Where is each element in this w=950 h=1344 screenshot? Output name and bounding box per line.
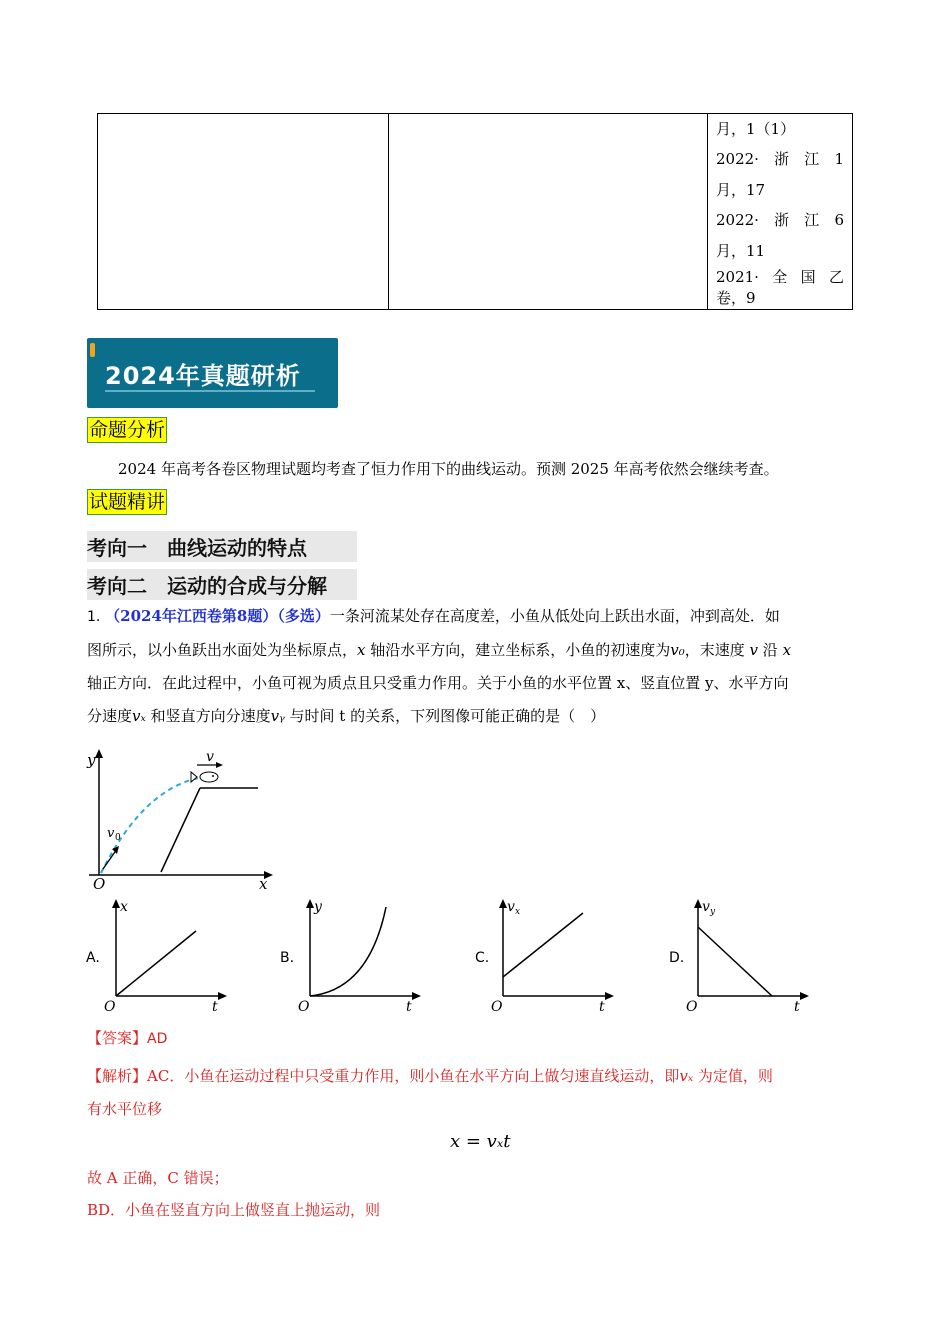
ref-line: 卷，9 <box>716 289 756 307</box>
option-d-curve <box>698 927 772 996</box>
ref-line: 月，17 <box>716 180 766 199</box>
banner-underline <box>105 390 315 392</box>
svg-text:O: O <box>104 999 116 1015</box>
analysis-text: 2024 年高考各卷区物理试题均考查了恒力作用下的曲线运动。预测 2025 年高考依然会继续考查。 <box>118 460 779 478</box>
reference-table <box>97 113 853 310</box>
direction-heading-1: 考向一 曲线运动的特点 <box>87 531 357 562</box>
answer-label: 【答案】 <box>87 1029 148 1047</box>
ref-line: 月，11 <box>716 241 766 260</box>
option-d-graph <box>682 895 817 1015</box>
trajectory-dashed-curve <box>101 777 205 873</box>
answer-value: AD <box>147 1031 168 1047</box>
answer-line <box>87 1022 167 1056</box>
fig-x-label: x <box>259 875 268 893</box>
direction-heading-2: 考向二 运动的合成与分解 <box>87 569 357 600</box>
option-b-curve <box>310 907 386 996</box>
section-label-analysis: 命题分析 <box>89 419 166 441</box>
section-label-explanation: 试题精讲 <box>89 491 166 513</box>
svg-text:t: t <box>794 999 800 1015</box>
option-a-graph <box>100 895 235 1015</box>
question-source: （2024年江西卷第8题）（多选） <box>105 607 330 625</box>
ref-line: 2022· 浙 江 6 <box>716 211 844 230</box>
option-b-letter: B. <box>280 950 295 966</box>
svg-text:v: v <box>507 899 515 915</box>
question-line-2: 图所示，以小鱼跃出水面处为坐标原点，x 轴沿水平方向，建立坐标系，小鱼的初速度为v₀，末速度 v 沿 x <box>87 641 792 659</box>
analysis-line-2: 有水平位移 <box>87 1100 163 1118</box>
analysis-line-4: BD．小鱼在竖直方向上做竖直上抛运动，则 <box>87 1201 381 1219</box>
option-c-curve <box>503 913 583 977</box>
formula: x = vₓt <box>450 1131 511 1152</box>
svg-text:x: x <box>515 907 521 917</box>
question-line-4: 分速度vₓ 和竖直方向分速度vᵧ 与时间 t 的关系，下列图像可能正确的是（ ） <box>87 707 606 725</box>
banner-tab-decoration <box>90 343 95 357</box>
question-line-3: 轴正方向．在此过程中，小鱼可视为质点且只受重力作用。关于小鱼的水平位置 x、竖直位置 y、水平方向 <box>87 674 789 692</box>
svg-text:x: x <box>120 899 128 915</box>
fig-origin-label: O <box>93 875 106 893</box>
table-cell-empty-1 <box>98 114 389 310</box>
option-d-letter: D. <box>669 950 685 966</box>
svg-text:y: y <box>710 907 716 917</box>
svg-text:O: O <box>686 999 698 1015</box>
svg-text:t: t <box>212 999 218 1015</box>
option-c-letter: C. <box>475 950 490 966</box>
svg-text:O: O <box>491 999 503 1015</box>
fish-trajectory-figure <box>85 745 280 895</box>
option-c-graph <box>487 895 622 1015</box>
analysis-block <box>87 1060 877 1126</box>
banner-title: 2024年真题研析 <box>105 362 301 390</box>
ref-line: 2022· 浙 江 1 <box>716 150 844 169</box>
svg-text:O: O <box>298 999 310 1015</box>
analysis-line-3: 故 A 正确，C 错误； <box>87 1169 229 1187</box>
v0-label: v <box>107 826 115 841</box>
table-cell-references <box>708 114 853 310</box>
question-body <box>87 600 877 733</box>
v-label: v <box>206 749 214 765</box>
table-cell-empty-2 <box>389 114 708 310</box>
v0-subscript: 0 <box>115 833 121 843</box>
svg-text:t: t <box>599 999 605 1015</box>
option-a-letter: A. <box>86 950 100 966</box>
question-number: 1. <box>87 609 101 625</box>
fish-icon <box>191 772 218 782</box>
fig-y-label: y <box>87 751 96 769</box>
ref-line: 月，1（1） <box>716 119 796 138</box>
option-b-graph <box>294 895 429 1015</box>
option-a-curve <box>116 931 196 996</box>
section-banner <box>87 338 338 408</box>
ref-line: 2021· 全 国 乙 <box>716 268 844 286</box>
svg-text:v: v <box>702 899 710 915</box>
svg-text:y: y <box>314 899 322 915</box>
question-line-1: 1. （2024年江西卷第8题）（多选）一条河流某处存在高度差，小鱼从低处向上跃出水面，冲到高处．如 <box>87 607 780 625</box>
analysis-line-1: 【解析】AC．小鱼在运动过程中只受重力作用，则小鱼在水平方向上做匀速直线运动，即vₓ 为定值，则 <box>87 1067 773 1085</box>
svg-text:t: t <box>406 999 412 1015</box>
